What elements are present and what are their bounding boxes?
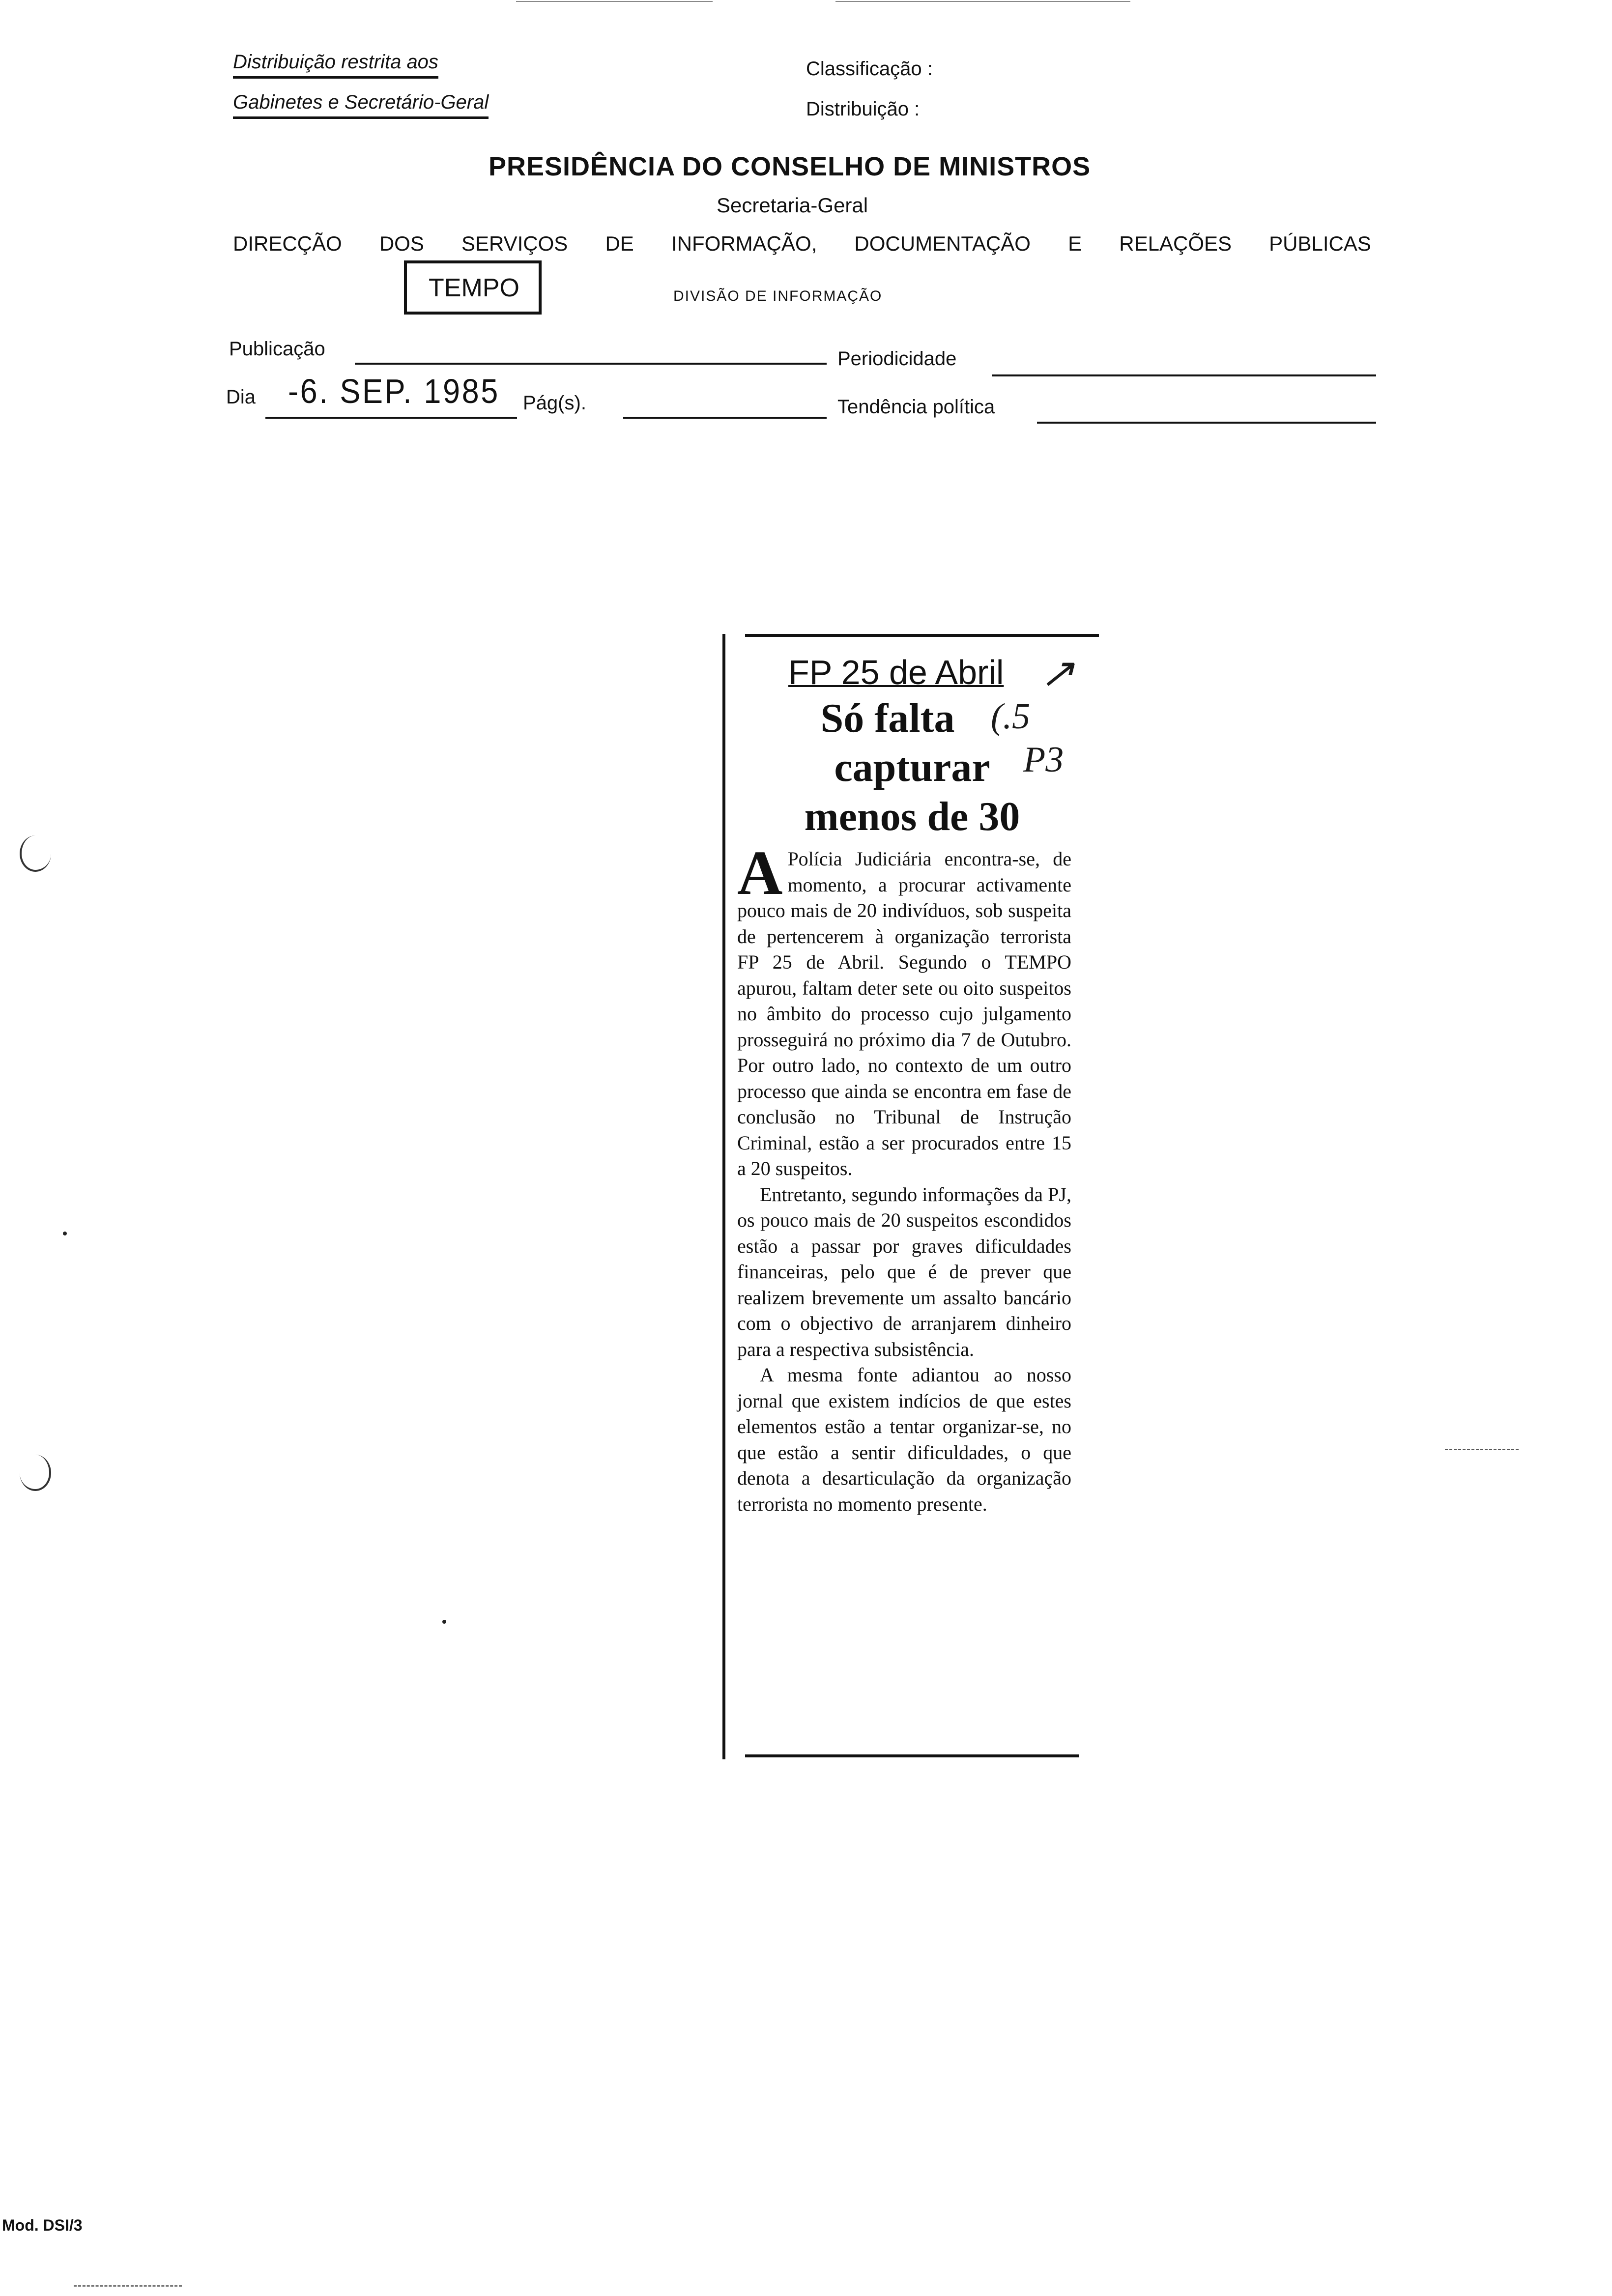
periodicity-label: Periodicidade: [837, 348, 957, 370]
scan-dash: [835, 1, 1130, 2]
scribble-annotation-icon: ↗: [1040, 651, 1075, 696]
directorate-word: SERVIÇOS: [461, 232, 568, 255]
pages-label: Pág(s).: [523, 392, 586, 414]
publication-label: Publicação: [229, 338, 325, 360]
day-line: [265, 417, 517, 419]
scan-dot: [442, 1620, 446, 1624]
scan-dash: [1445, 1449, 1519, 1450]
handwritten-note: (.5: [991, 696, 1031, 737]
article-paragraph: A mesma fonte adiantou ao nosso jornal que existem indícios de que estes elementos estão a tentar organizar-se, no que estão a sentir dificuldades, o que denota a desarticulação da organização terrorista no momento presente.: [737, 1364, 1071, 1515]
article-paragraph: [737, 838, 1071, 1182]
directorate-word: DIRECÇÃO: [233, 232, 342, 255]
headline-line: menos de 30: [804, 794, 1020, 839]
day-value-stamp: -6. SEP. 1985: [288, 372, 500, 410]
division-label: DIVISÃO DE INFORMAÇÃO: [673, 288, 883, 304]
scan-mark: [20, 835, 51, 872]
scan-dash: [74, 2285, 182, 2287]
directorate-word: INFORMAÇÃO,: [671, 232, 817, 255]
article-kicker: FP 25 de Abril: [788, 653, 1004, 691]
drop-cap: A: [737, 838, 783, 908]
handwritten-note: P3: [1023, 740, 1064, 780]
clipping-top-rule: [745, 634, 1099, 637]
directorate-word: DE: [605, 232, 634, 255]
article-paragraph-text: Polícia Judiciária encontra-se, de momento, a procurar activamente pouco mais de 20 indivíduos, sob suspeita de pertencerem à organização terrorista FP 25 de Abril. Segundo o TEMPO apurou, faltam deter sete ou oito suspeitos no âmbito do processo cujo julgamento prosseguirá no próximo dia 7 de Outubro. Por outro lado, no contexto de um outro processo que ainda se encontra em fase de conclusão no Tribunal de Instrução Criminal, estão a ser procurados entre 15 a 20 suspeitos.: [737, 848, 1071, 1179]
distribution-note-line1: Distribuição restrita aos: [233, 51, 438, 79]
article-paragraph: Entretanto, segundo informações da PJ, os pouco mais de 20 suspeitos escondidos estão a passar por graves dificuldades financeiras, pelo que é de prever que realizem brevemente um assalto bancário com o objectivo de arranjarem dinheiro para a respectiva subsistência.: [737, 1183, 1071, 1360]
directorate-word: PÚBLICAS: [1269, 232, 1371, 255]
directorate-word: RELAÇÕES: [1119, 232, 1232, 255]
newspaper-clipping: [722, 634, 1099, 1759]
scan-mark: [20, 1455, 51, 1491]
classification-label: Classificação :: [806, 58, 933, 80]
presidency-title: PRESIDÊNCIA DO CONSELHO DE MINISTROS: [489, 152, 1091, 181]
headline-line: Só falta: [820, 695, 955, 741]
scan-dash: [516, 1, 713, 2]
directorate-word: DOCUMENTAÇÃO: [854, 232, 1031, 255]
secretariat-subtitle: Secretaria-Geral: [717, 194, 868, 217]
day-label: Dia: [226, 386, 256, 408]
pages-line: [623, 417, 827, 419]
distribution-note-line2: Gabinetes e Secretário-Geral: [233, 91, 489, 119]
directorate-line: [233, 232, 1371, 256]
article-body: [737, 838, 1071, 1517]
periodicity-line: [992, 374, 1376, 376]
clipping-bottom-rule: [745, 1754, 1079, 1757]
political-tendency-line: [1037, 422, 1376, 424]
directorate-word: DOS: [379, 232, 424, 255]
publication-stamp: [404, 260, 542, 315]
political-tendency-label: Tendência política: [837, 396, 995, 418]
publication-line: [355, 363, 827, 365]
form-code: Mod. DSI/3: [2, 2216, 83, 2234]
headline-line: capturar: [834, 745, 990, 790]
directorate-word: E: [1068, 232, 1082, 255]
scan-dot: [63, 1232, 67, 1235]
distribution-label: Distribuição :: [806, 98, 920, 120]
stamp-publication-name: TEMPO: [429, 274, 519, 302]
